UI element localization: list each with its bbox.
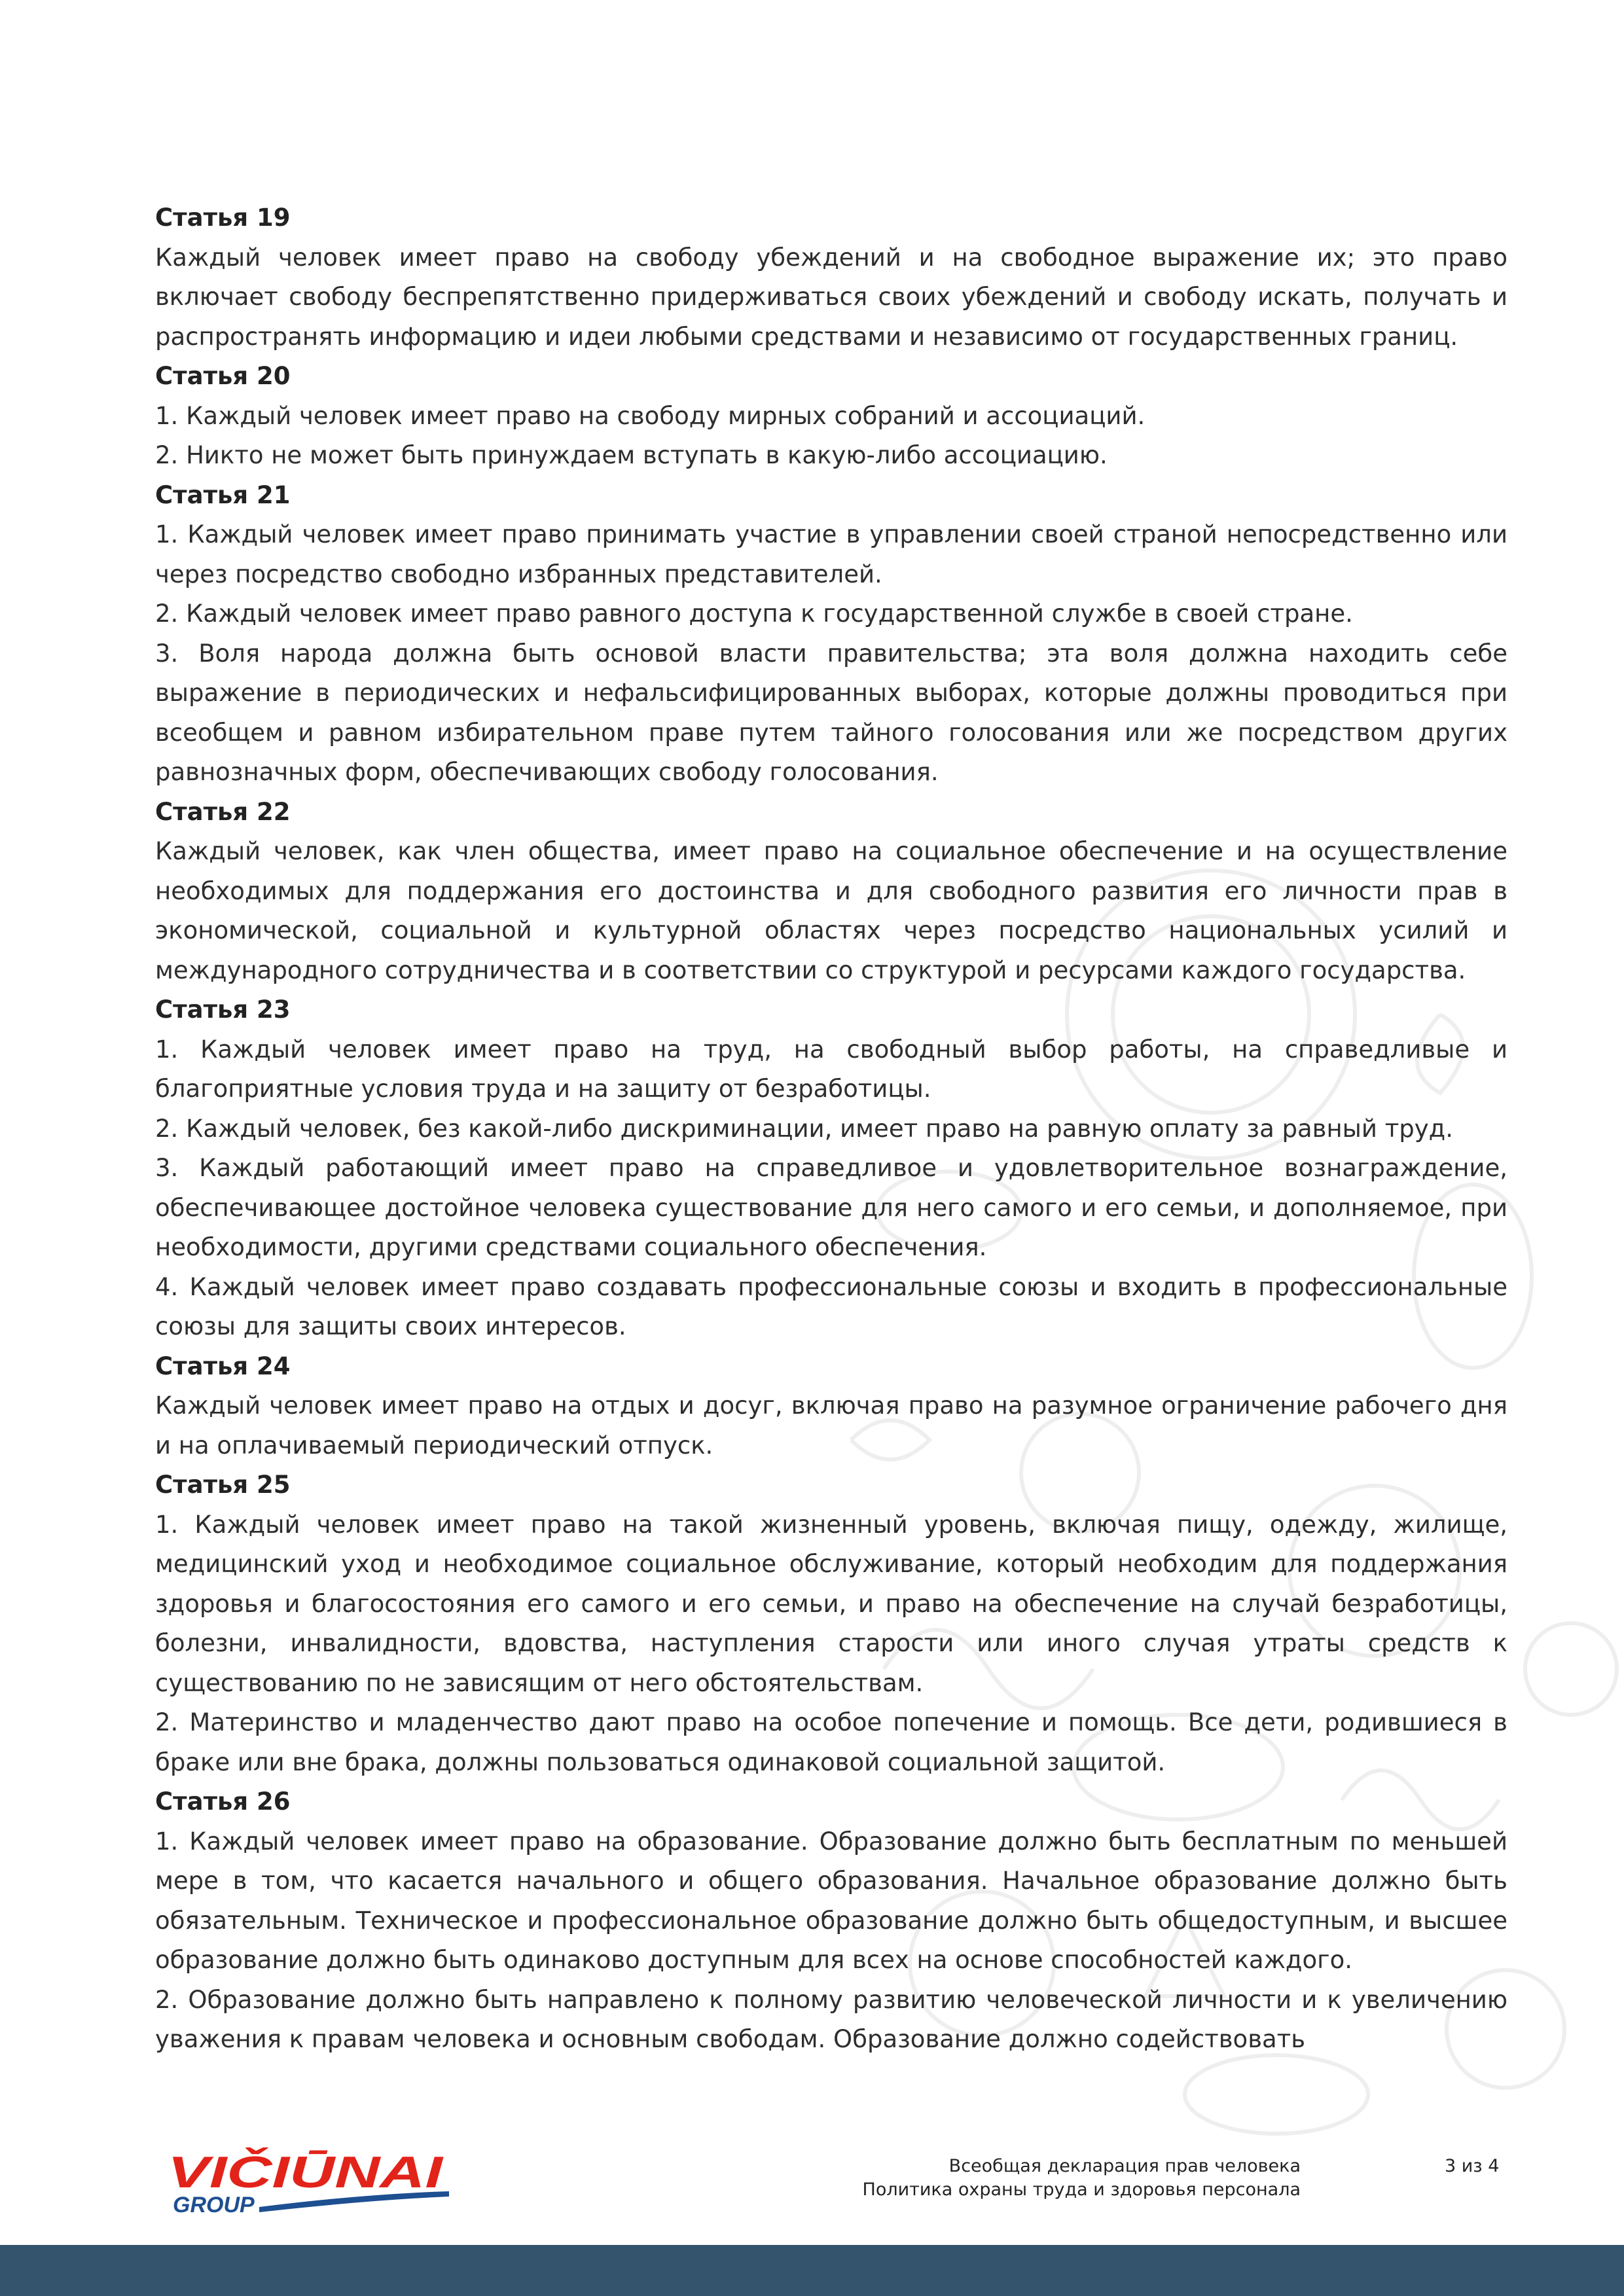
logo-wordmark: VIČIŪNAI [168, 2147, 363, 2197]
document-body [155, 198, 1507, 2060]
article-title: Статья 19 [155, 204, 291, 232]
article-paragraph: Каждый человек, как член общества, имеет право на социальное обеспечение и на осуществление необходимых для поддержания его достоинства и для свободного развития его личности прав в экономической, социальной и культурной областях через посредство национальных усилий и международного сотрудничества и в соответствии со структурой и ресурсами каждого государства. [155, 837, 1507, 984]
article-title: Статья 21 [155, 480, 291, 509]
footer-title-line-2: Политика охраны труда и здоровья персонала [862, 2179, 1301, 2200]
page-number: 3 из 4 [1445, 2156, 1500, 2176]
article-paragraph: 2. Образование должно быть направлено к полному развитию человеческой личности и к увеличению уважения к правам человека и основным свободам. Образование должно содействовать [155, 1985, 1507, 2053]
article-title: Статья 24 [155, 1352, 291, 1380]
article-paragraph: Каждый человек имеет право на свободу убеждений и на свободное выражение их; это право включает свободу беспрепятственно придерживаться своих убеждений и свободу искать, получать и распространять информацию и идеи любыми средствами и независимо от государственных границ. [155, 243, 1507, 351]
article-paragraph: 1. Каждый человек имеет право на такой жизненный уровень, включая пищу, одежду, жилище, медицинский уход и необходимое социальное обслуживание, который необходим для поддержания здоровья и благосостояния его самого и его семьи, и право на обеспечение на случай безработицы, болезни, инвалидности, вдовства, наступления старости или иного случая утраты средств к существованию по не зависящим от него обстоятельствам. [155, 1510, 1507, 1697]
footer-bar [0, 2245, 1624, 2296]
article-title: Статья 22 [155, 797, 291, 826]
article-paragraph: 2. Каждый человек, без какой-либо дискриминации, имеет право на равную оплату за равный труд. [155, 1114, 1453, 1143]
article-paragraph: 1. Каждый человек имеет право на свободу мирных собраний и ассоциаций. [155, 401, 1146, 430]
article-paragraph: 2. Материнство и младенчество дают право на особое попечение и помощь. Все дети, родившиеся в браке или вне брака, должны пользоваться одинаковой социальной защитой. [155, 1708, 1507, 1776]
article-paragraph: Каждый человек имеет право на отдых и досуг, включая право на разумное ограничение рабочего дня и на оплачиваемый периодический отпуск. [155, 1391, 1507, 1460]
article-title: Статья 26 [155, 1787, 291, 1816]
article-paragraph: 4. Каждый человек имеет право создавать профессиональные союзы и входить в профессиональные союзы для защиты своих интересов. [155, 1272, 1507, 1340]
article-paragraph: 2. Каждый человек имеет право равного доступа к государственной службе в своей стране. [155, 600, 1353, 628]
article-paragraph: 1. Каждый человек имеет право на образование. Образование должно быть бесплатным по меньшей мере в том, что касается начального и общего образования. Начальное образование должно быть обязательным. Техническое и профессиональное образование должно быть общедоступным, и высшее образование должно быть одинаково доступным для всех на основе способностей каждого. [155, 1827, 1507, 1974]
article-title: Статья 23 [155, 996, 291, 1024]
logo-group-text: GROUP [173, 2193, 255, 2217]
article-paragraph: 3. Каждый работающий имеет право на справедливое и удовлетворительное вознаграждение, обеспечивающее достойное человека существование для него самого и его семьи, и дополняемое, при необходимости, другими средствами социального обеспечения. [155, 1154, 1507, 1261]
article-title: Статья 25 [155, 1471, 291, 1499]
footer-title-line-1: Всеобщая декларация прав человека [948, 2156, 1301, 2176]
article-paragraph: 3. Воля народа должна быть основой власти правительства; эта воля должна находить себе выражение в периодических и нефальсифицированных выборах, которые должны проводиться при всеобщем и равном избирательном праве путем тайного голосования или же посредством других равнозначных форм, обеспечивающих свободу голосования. [155, 639, 1507, 786]
vicunai-group-logo [168, 2147, 449, 2219]
article-paragraph: 1. Каждый человек имеет право принимать участие в управлении своей страной непосредственно или через посредство свободно избранных представителей. [155, 520, 1507, 588]
article-paragraph: 1. Каждый человек имеет право на труд, на свободный выбор работы, на справедливые и благоприятные условия труда и на защиту от безработицы. [155, 1035, 1507, 1103]
article-paragraph: 2. Никто не может быть принуждаем вступать в какую-либо ассоциацию. [155, 441, 1108, 469]
footer-document-title [863, 2155, 1301, 2202]
article-title: Статья 20 [155, 362, 291, 390]
